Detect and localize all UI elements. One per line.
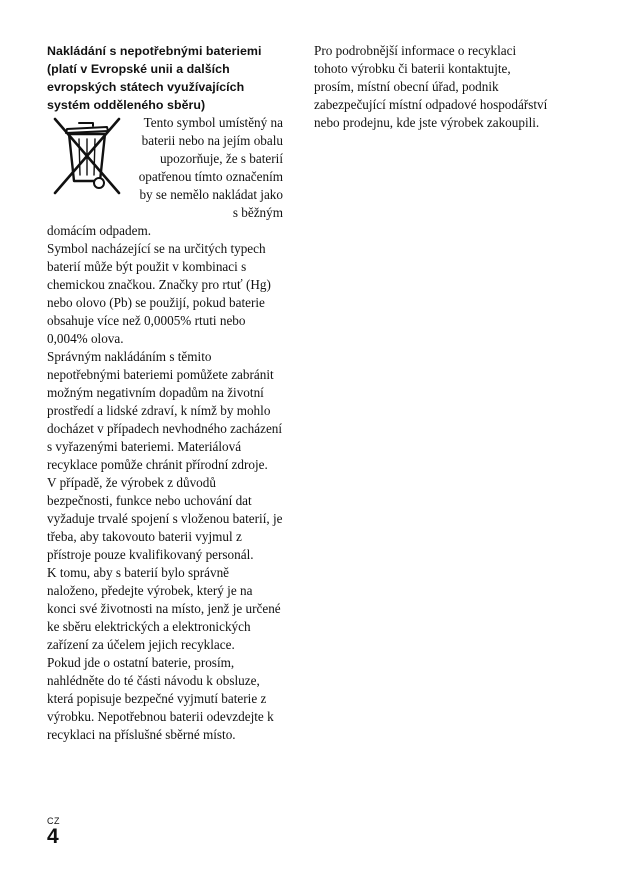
page-number: 4 — [47, 825, 59, 848]
paragraph-other-batteries: Pokud jde o ostatní baterie, prosím, nahlédněte do té části návodu k obsluze, která popisuje bezpečné vyjmutí baterie z výrobku. Nepotřebnou baterii odevzdejte k recyklaci na příslušné sběrné místo. — [47, 655, 274, 742]
page-footer — [47, 816, 60, 848]
intro-text: Tento symbol umístěný na baterii nebo na jejím obalu upozorňuje, že s baterií opatřenou tímto označením by se nemělo nakládat jako s běžným — [138, 115, 283, 220]
left-column — [47, 42, 283, 744]
crossed-out-wheelie-bin-icon — [47, 115, 135, 201]
intro-text-tail: domácím odpadem. — [47, 223, 152, 238]
paragraph-more-information: Pro podrobnější informace o recyklaci tohoto výrobku či baterii kontaktujte, prosím, místní obecní úřad, podnik zabezpečující místní odpadové hospodářství nebo prodejnu, kde jste výrobek zakoupili. — [314, 43, 548, 130]
intro-block — [47, 114, 283, 744]
paragraph-chemical-symbol: Symbol nacházející se na určitých typech baterií může být použit v kombinaci s chemickou značkou. Značky pro rtuť (Hg) nebo olovo (Pb) se použijí, pokud baterie obsahuje více než 0,0005% rtuti nebo 0,004% olova. — [47, 241, 271, 346]
language-code: CZ — [47, 816, 60, 826]
paragraph-proper-disposal: Správným nakládáním s těmito nepotřebnými bateriemi pomůžete zabránit možným negativním dopadům na životní prostředí a lidské zdraví, k nímž by mohlo docházet v případech nevhodného zacházení s vyřazenými bateriemi. Materiálová recyklace pomůže chránit přírodní zdroje. — [47, 349, 283, 472]
paragraph-permanent-battery: V případě, že výrobek z důvodů bezpečnosti, funkce nebo uchování dat vyžaduje trvalé spojení s vloženou baterií, je třeba, aby takovouto baterii vyjmul z přístroje pouze kvalifikovaný personál. — [47, 475, 283, 562]
paragraph-collection-point: K tomu, aby s baterií bylo správně naloženo, předejte výrobek, který je na konci své životnosti na místo, jenž je určené ke sběru elektrických a elektronických zařízení za účelem jejich recyklace. — [47, 565, 281, 652]
right-column — [314, 42, 550, 132]
section-heading: Nakládání s nepotřebnými bateriemi (platí v Evropské unii a dalších evropských státech využívajících systém odděleného sběru) — [47, 44, 262, 112]
